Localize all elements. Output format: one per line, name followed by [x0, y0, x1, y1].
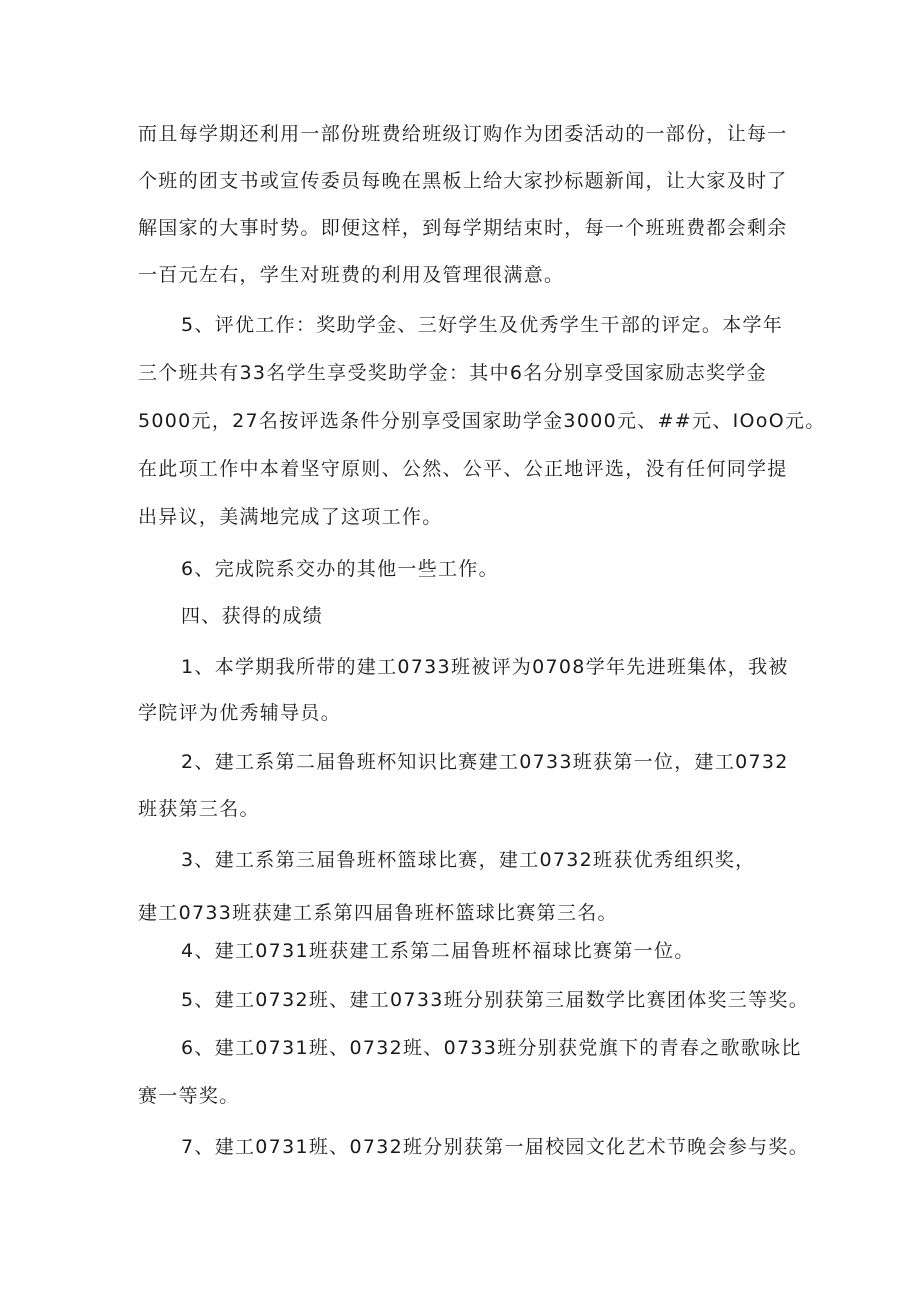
paragraph-line: 学院评为优秀辅导员。	[138, 702, 342, 724]
paragraph-line: 而且每学期还利用一部份班费给班级订购作为团委活动的一部份，让每一	[138, 123, 788, 145]
paragraph-line: 在此项工作中本着坚守原则、公然、公平、公正地评选，没有任何同学提	[138, 458, 788, 480]
paragraph-line: 3、建工系第三届鲁班杯篮球比赛，建工0732班获优秀组织奖，	[181, 849, 756, 871]
paragraph-line: 赛一等奖。	[138, 1085, 240, 1107]
paragraph-line: 6、完成院系交办的其他一些工作。	[181, 558, 499, 580]
paragraph-line: 班获第三名。	[138, 798, 260, 820]
paragraph-line: 5、建工0732班、建工0733班分别获第三届数学比赛团体奖三等奖。	[181, 989, 809, 1011]
paragraph-line: 解国家的大事时势。即便这样，到每学期结束时，每一个班班费都会剩余	[138, 217, 788, 239]
section-heading: 四、获得的成绩	[181, 605, 324, 627]
paragraph-line: 4、建工0731班获建工系第二届鲁班杯福球比赛第一位。	[181, 940, 695, 962]
paragraph-line: 三个班共有33名学生享受奖助学金：其中6名分别享受国家励志奖学金	[138, 362, 767, 384]
paragraph-line: 出异议，美满地完成了这项工作。	[138, 506, 443, 528]
paragraph-line: 5000元，27名按评选条件分别享受国家助学金3000元、##元、IOoO元。	[138, 410, 826, 432]
paragraph-line: 2、建工系第二届鲁班杯知识比赛建工0733班获第一位，建工0732	[181, 751, 789, 773]
paragraph-line: 5、评优工作：奖助学金、三好学生及优秀学生干部的评定。本学年	[181, 314, 784, 336]
paragraph-line: 建工0733班获建工系第四届鲁班杯篮球比赛第三名。	[138, 902, 618, 924]
paragraph-line: 1、本学期我所带的建工0733班被评为0708学年先进班集体，我被	[181, 656, 789, 678]
paragraph-line: 7、建工0731班、0732班分别获第一届校园文化艺术节晚会参与奖。	[181, 1136, 809, 1158]
paragraph-line: 个班的团支书或宣传委员每晚在黑板上给大家抄标题新闻，让大家及时了	[138, 170, 788, 192]
paragraph-line: 一百元左右，学生对班费的利用及管理很满意。	[138, 264, 565, 286]
paragraph-line: 6、建工0731班、0732班、0733班分别获党旗下的青春之歌歌咏比	[181, 1037, 802, 1059]
